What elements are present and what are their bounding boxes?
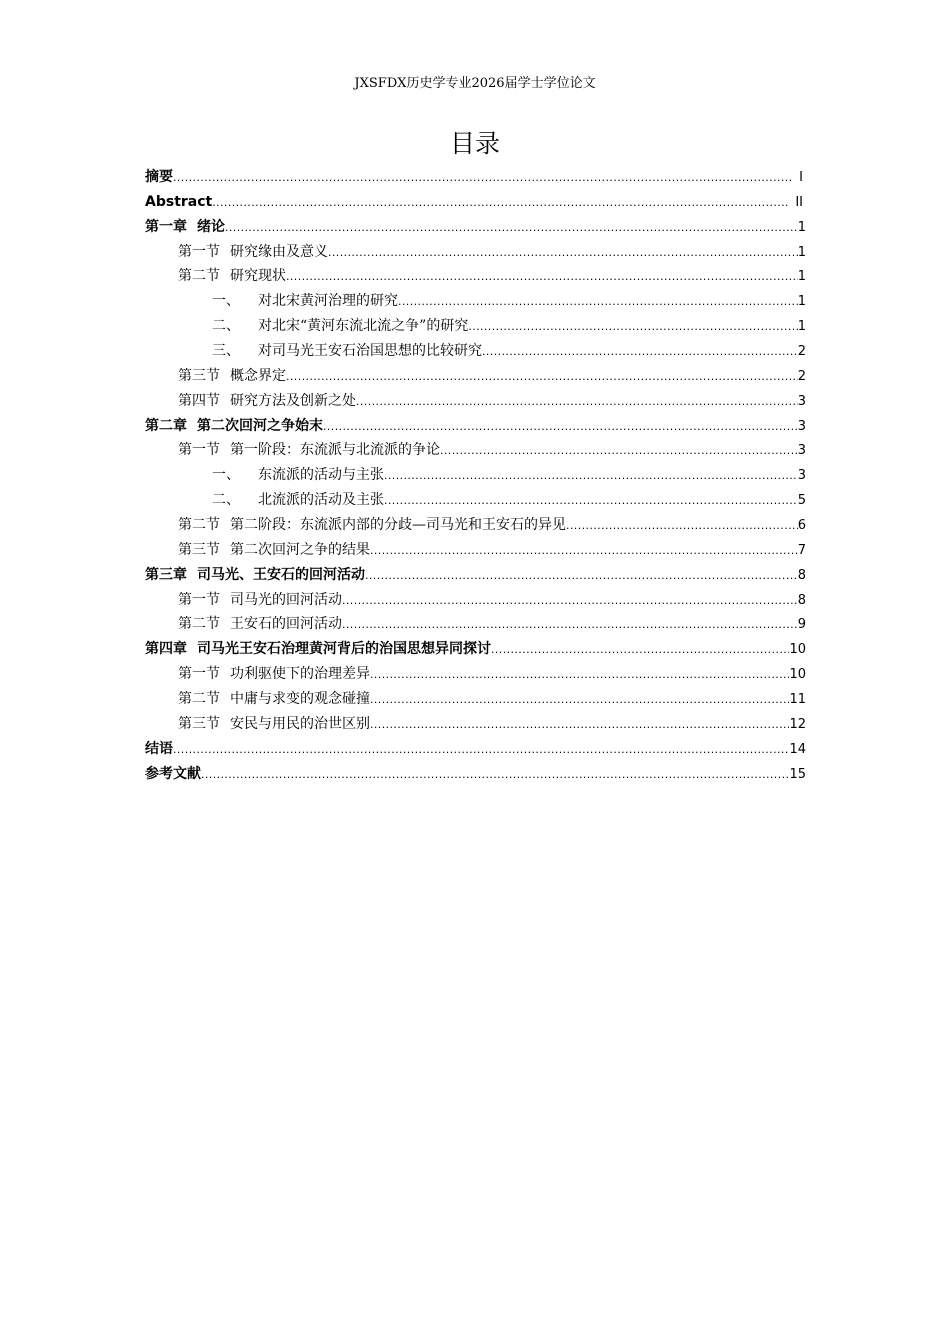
toc-page-number: 1 [797,294,806,310]
toc-entry-number: 第二节 [178,268,220,285]
toc-entry[interactable] [145,614,806,639]
toc-entry-number: 第一节 [178,243,220,260]
toc-entry-label [212,316,468,336]
toc-entry-label [178,266,286,286]
toc-entry-text: 司马光王安石治理黄河背后的治国思想异同探讨 [197,641,491,658]
toc-page-number: 2 [797,344,806,360]
dot-leader [384,491,798,511]
toc-page-number: 12 [789,716,806,732]
toc-entry-label [145,192,212,212]
toc-entry-label [145,739,173,759]
toc-entry-label [145,167,173,187]
toc-entry-text: 绪论 [197,218,225,235]
toc-entry[interactable] [145,664,806,689]
toc-entry-text: 研究缘由及意义 [230,243,328,260]
toc-entry[interactable] [145,440,806,465]
toc-entry-text: 北流派的活动及主张 [258,492,384,509]
toc-entry-label [212,465,384,485]
toc-page-number: 7 [797,542,806,558]
toc-entry-number: 第三章 [145,566,187,583]
dot-leader [370,690,789,710]
toc-entry[interactable] [145,639,806,664]
toc-page-number: 10 [789,667,806,683]
toc-entry-label [145,639,491,659]
dot-leader [173,740,789,760]
toc-entry-label [145,217,225,237]
toc-page-number: 5 [797,493,806,509]
toc-entry[interactable] [145,242,806,267]
toc-entry-number: 第一节 [178,591,220,608]
toc-entry-text: 概念界定 [230,367,286,384]
toc-entry-number: 第三节 [178,715,220,732]
dot-leader [566,516,798,536]
toc-entry[interactable] [145,714,806,739]
toc-entry-number: 第二节 [178,517,220,534]
dot-leader [365,566,798,586]
toc-entry-number: 第二节 [178,691,220,708]
toc-entry-text: 对北宋“黄河东流北流之争”的研究 [258,318,469,335]
toc-entry-text: 第二次回河之争的结果 [230,541,370,558]
toc-entry-text: 安民与用民的治世区别 [230,715,370,732]
dot-leader [342,591,798,611]
toc-page-number: 2 [797,368,806,384]
toc-entry-number: 第一节 [178,442,220,459]
page-title: 目录 [449,129,500,158]
toc-entry-label [178,515,566,535]
toc-entry[interactable] [145,316,806,341]
toc-entry-text: 对司马光王安石治国思想的比较研究 [258,343,482,360]
toc-page-number: 1 [797,269,806,285]
toc-entry[interactable] [145,689,806,714]
toc-entry[interactable] [145,540,806,565]
toc-entry-label [212,341,482,361]
toc-entry[interactable] [145,465,806,490]
toc-entry[interactable] [145,739,806,764]
toc-entry[interactable] [145,217,806,242]
dot-leader [468,317,797,337]
toc-entry-text: 中庸与求变的观念碰撞 [230,691,370,708]
toc-entry-number: 二、 [212,318,240,335]
toc-entry-text: 摘要 [145,169,173,185]
running-header: JXSFDX历史学专业2026届学士学位论文 [354,76,596,91]
toc-page-number: 8 [797,592,806,608]
toc-entry-text: 第一阶段：东流派与北流派的争论 [230,442,440,459]
toc-entry[interactable] [145,167,806,192]
toc-entry-text: 参考文献 [145,765,201,782]
toc-entry-label [178,590,342,610]
toc-entry-label [145,764,201,784]
toc-entry[interactable] [145,490,806,515]
toc-entry-label [178,714,370,734]
toc-entry-number: 二、 [212,492,240,509]
toc-entry[interactable] [145,291,806,316]
toc-page-number: 1 [797,244,806,260]
toc-page-number: I [799,170,803,185]
toc-entry-text: 司马光的回河活动 [230,591,342,608]
toc-entry[interactable] [145,565,806,590]
toc-page-number: 11 [789,692,806,708]
dot-leader [323,417,798,437]
toc-entry-text: 研究方法及创新之处 [230,392,356,409]
toc-entry-label [178,366,286,386]
dot-leader [370,541,798,561]
toc-entry[interactable] [145,266,806,291]
toc-entry[interactable] [145,391,806,416]
toc-page-number: 10 [789,642,806,658]
toc-entry-text: 功利驱使下的治理差异 [230,666,370,683]
toc-page-number: 8 [797,567,806,583]
toc-entry-label [212,291,398,311]
toc-entry-label [178,440,440,460]
dot-leader [225,218,798,238]
dot-leader [212,193,789,213]
toc-page-number: 14 [789,741,806,757]
toc-page-number: 3 [797,468,806,484]
dot-leader [370,665,789,685]
dot-leader [173,168,793,188]
dot-leader [440,441,798,461]
toc-page-number: 3 [797,393,806,409]
toc-entry-number: 第四节 [178,392,220,409]
dot-leader [356,392,798,412]
toc-entry[interactable] [145,590,806,615]
toc-entry-number: 第一节 [178,666,220,683]
toc-entry-number: 第一章 [145,218,187,235]
dot-leader [286,367,798,387]
toc-entry-text: 研究现状 [230,268,286,285]
toc-entry-text: 第二次回河之争始末 [197,417,323,434]
toc-page-number: II [795,194,803,210]
dot-leader [201,765,789,785]
toc-page-number: 6 [797,518,806,534]
table-of-contents [145,167,806,788]
toc-entry-label [212,490,384,510]
toc-entry-text: Abstract [145,193,213,210]
toc-entry-label [178,540,370,560]
toc-entry[interactable] [145,192,806,217]
toc-entry-number: 一、 [212,467,240,484]
toc-entry-text: 对北宋黄河治理的研究 [258,293,398,310]
toc-entry-label [178,664,370,684]
toc-entry[interactable] [145,366,806,391]
dot-leader [342,615,798,635]
toc-entry-text: 结语 [145,740,173,757]
toc-entry-text: 第二阶段：东流派内部的分歧—司马光和王安石的异见 [230,517,566,534]
toc-entry-number: 第三节 [178,541,220,558]
toc-entry[interactable] [145,764,806,789]
toc-entry-label [178,689,370,709]
toc-entry[interactable] [145,515,806,540]
dot-leader [398,292,798,312]
toc-entry[interactable] [145,416,806,441]
dot-leader [384,466,798,486]
toc-entry-label [145,416,323,436]
toc-page-number: 3 [797,418,806,434]
dot-leader [286,267,798,287]
dot-leader [328,243,798,263]
toc-entry-label [178,614,342,634]
toc-entry-number: 第三节 [178,367,220,384]
toc-page-number: 1 [797,319,806,335]
toc-entry-text: 王安石的回河活动 [230,616,342,633]
toc-entry-label [145,565,365,585]
toc-entry[interactable] [145,341,806,366]
toc-page-number: 15 [789,766,806,782]
toc-entry-text: 东流派的活动与主张 [258,467,384,484]
toc-entry-text: 司马光、王安石的回河活动 [197,566,365,583]
toc-entry-label [178,391,356,411]
toc-entry-number: 第四章 [145,641,187,658]
dot-leader [370,715,789,735]
toc-entry-number: 第二节 [178,616,220,633]
toc-page-number: 9 [797,617,806,633]
toc-entry-number: 第二章 [145,417,187,434]
toc-page-number: 1 [797,219,806,235]
toc-entry-number: 一、 [212,293,240,310]
toc-entry-number: 三、 [212,343,240,360]
dot-leader [482,342,798,362]
dot-leader [491,640,789,660]
toc-entry-label [178,242,328,262]
toc-page-number: 3 [797,443,806,459]
